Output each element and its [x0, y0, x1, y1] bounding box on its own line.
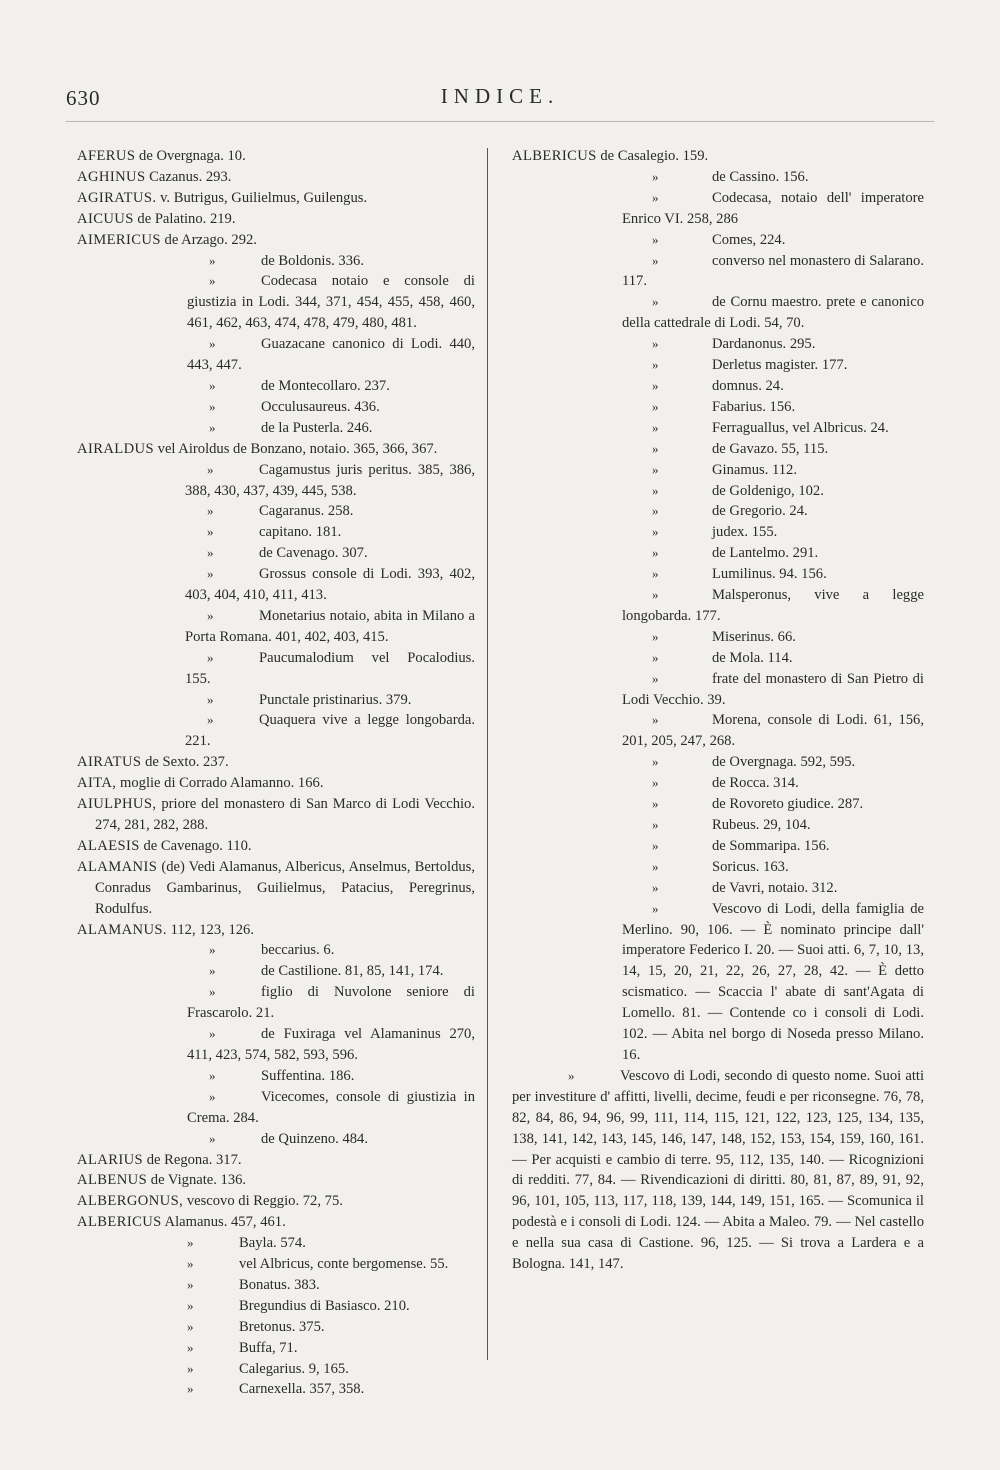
index-entry: [77, 710, 475, 752]
index-entry: [512, 543, 924, 564]
index-entry: [77, 1359, 475, 1380]
index-entry: [77, 251, 475, 272]
index-entry: [77, 752, 475, 773]
entry-text: de Casalegio. 159.: [600, 148, 709, 164]
ditto-mark: »: [207, 649, 214, 665]
ditto-mark: »: [652, 649, 659, 665]
entry-headword: AFERUS: [77, 148, 136, 164]
entry-headword: ALBERGONUS,: [77, 1193, 184, 1210]
ditto-mark: »: [652, 628, 659, 644]
index-entry: [512, 460, 924, 481]
running-head: INDICE.: [440, 84, 560, 108]
entry-text: Lumilinus. 94. 156.: [712, 566, 827, 583]
entry-text: capitano. 181.: [259, 524, 342, 541]
entry-text: de Quinzeno. 484.: [261, 1130, 368, 1147]
ditto-mark: »: [652, 754, 659, 770]
entry-text: de Overgnaga. 10.: [139, 148, 246, 164]
entry-text: vescovo di Reggio. 72, 75.: [186, 1193, 343, 1210]
ditto-mark: »: [209, 336, 216, 352]
ditto-mark: »: [207, 545, 214, 561]
index-entry: [77, 648, 475, 690]
entry-text: de Mola. 114.: [712, 649, 793, 666]
entry-headword: AIRATUS: [77, 754, 142, 771]
ditto-mark: »: [207, 566, 214, 582]
ditto-mark: »: [652, 670, 659, 686]
entry-text: moglie di Corrado Alamanno. 166.: [120, 775, 324, 792]
entry-text: Guazacane canonico di Lodi. 440, 443, 447.: [187, 336, 475, 374]
index-entry: [77, 167, 475, 188]
index-entry: [512, 251, 924, 293]
entry-text: Soricus. 163.: [712, 858, 789, 875]
ditto-mark: »: [652, 231, 659, 247]
ditto-mark: »: [652, 377, 659, 393]
index-entry: [512, 355, 924, 376]
entry-text: Rubeus. 29, 104.: [712, 817, 811, 833]
entry-text: 112, 123, 126.: [170, 921, 254, 938]
entry-text: de Palatino. 219.: [137, 210, 236, 227]
index-entry: [77, 920, 475, 941]
entry-text: de Castilione. 81, 85, 141, 174.: [261, 963, 444, 980]
entry-text: Derletus magister. 177.: [712, 357, 848, 374]
entry-text: domnus. 24.: [712, 377, 784, 394]
entry-text: de Overgnaga. 592, 595.: [712, 754, 856, 771]
entry-text: Codecasa notaio e console di giustizia in Lodi. 344, 371, 454, 455, 458, 460, 461, 462, 463, 474, 478, 479, 480, 481.: [187, 273, 475, 332]
index-entry: [77, 1150, 475, 1171]
index-entry: [512, 167, 924, 188]
entry-text: vel Albricus, conte bergomense. 55.: [239, 1256, 449, 1273]
index-entry: [77, 982, 475, 1024]
index-column-left: [77, 146, 475, 1400]
index-entry: [512, 146, 924, 167]
ditto-mark: »: [652, 189, 659, 205]
entry-headword: ALARIUS: [77, 1151, 144, 1168]
ditto-mark: »: [209, 942, 216, 958]
entry-text: Grossus console di Lodi. 393, 402, 403, 404, 410, 411, 413.: [185, 566, 475, 604]
ditto-mark: »: [652, 587, 659, 603]
ditto-mark: »: [207, 461, 214, 477]
entry-text: vel Airoldus de Bonzano, notaio. 365, 366, 367.: [157, 440, 438, 457]
index-entry: [512, 710, 924, 752]
entry-headword: ALBERICUS: [512, 148, 597, 164]
ditto-mark: »: [652, 482, 659, 498]
index-entry: [512, 878, 924, 899]
ditto-mark: »: [207, 712, 214, 728]
index-entry: [77, 209, 475, 230]
entry-text: Cagaranus. 258.: [259, 503, 354, 520]
index-entry: [512, 857, 924, 878]
index-entry: [512, 836, 924, 857]
ditto-mark: »: [209, 273, 216, 289]
ditto-mark: »: [207, 691, 214, 707]
entry-text: Bretonus. 375.: [239, 1318, 325, 1335]
ditto-mark: »: [652, 566, 659, 582]
index-entry: [77, 146, 475, 167]
entry-text: Ferraguallus, vel Albricus. 24.: [712, 419, 889, 436]
entry-text: de Rovoreto giudice. 287.: [712, 796, 864, 813]
index-entry: [77, 334, 475, 376]
entry-text: de Montecollaro. 237.: [261, 377, 390, 394]
entry-headword: ALBENUS: [77, 1172, 148, 1189]
ditto-mark: »: [652, 252, 659, 268]
index-entry: [77, 940, 475, 961]
index-entry: [512, 522, 924, 543]
ditto-mark: »: [209, 1088, 216, 1104]
ditto-mark: »: [652, 168, 659, 184]
index-entry: [77, 564, 475, 606]
index-entry: [512, 376, 924, 397]
entry-text: Vescovo di Lodi, secondo di questo nome. Suoi atti per investiture d' affitti, livelli, decime, feudi e per riconsegne. 76, 78, 82, 84, 86, 94, 96, 99, 111, 114, 115, 121, 122, 123, 125, 134, 135, 138, 141, 142, 143, 145, 146, 147, 148, 152, 153, 154, 159, 160, 161. — Per acquisti e cambio di terre. 95, 112, 135, 140. — Ricognizioni di redditi. 77, 84. — Rivendicazioni di diritti. 80, 81, 87, 89, 91, 92, 96, 101, 105, 113, 117, 118, 139, 144, 149, 151, 165. — Scomunica il podestà e i consoli di Lodi. 124. — Abita a Maleo. 79. — Nel castello e nella sua casa di Castione. 96, 125. — Si trova a Lardera e a Bologna. 141, 147.: [512, 1067, 924, 1273]
index-entry: [77, 1024, 475, 1066]
index-entry: [77, 857, 475, 920]
page-number: 630: [66, 86, 101, 110]
ditto-mark: »: [207, 524, 214, 540]
index-entry: [512, 627, 924, 648]
ditto-mark: »: [652, 524, 659, 540]
ditto-mark: »: [187, 1318, 194, 1334]
index-entry: [77, 418, 475, 439]
entry-text: Alamanus. 457, 461.: [164, 1214, 286, 1231]
entry-headword: AGIRATUS.: [77, 189, 157, 206]
entry-headword: AGHINUS: [77, 168, 146, 185]
ditto-mark: »: [652, 879, 659, 895]
entry-text: de Cavenago. 307.: [259, 545, 368, 562]
header-rule: [66, 121, 934, 122]
index-entry: [77, 522, 475, 543]
index-entry: [512, 439, 924, 460]
entry-text: beccarius. 6.: [261, 942, 335, 959]
ditto-mark: »: [187, 1381, 194, 1397]
entry-text: de Vavri, notaio. 312.: [712, 879, 838, 896]
ditto-mark: »: [209, 963, 216, 979]
entry-text: Occulusaureus. 436.: [261, 398, 380, 415]
entry-text: de la Pusterla. 246.: [261, 419, 373, 436]
index-entry: [512, 564, 924, 585]
index-entry: [77, 1233, 475, 1254]
entry-text: de Arzago. 292.: [164, 231, 257, 248]
entry-text: de Fuxiraga vel Alamaninus 270, 411, 423, 574, 582, 593, 596.: [187, 1026, 475, 1063]
ditto-mark: »: [187, 1276, 194, 1292]
index-entry: [512, 418, 924, 439]
entry-text: Fabarius. 156.: [712, 398, 796, 415]
index-entry: [512, 481, 924, 502]
entry-text: Vescovo di Lodi, della famiglia de Merlino. 90, 106. — È nominato principe dall' imperatore Federico I. 20. — Suoi atti. 6, 7, 10, 13, 14, 15, 20, 21, 22, 26, 27, 28, 42. — È detto scismatico. — Scaccia l' abate di sant'Agata di Lomello. 81. — Contende co i consoli di Lodi. 102. — Abita nel borgo di Noseda presso Milano. 16.: [622, 900, 924, 1063]
ditto-mark: »: [652, 817, 659, 832]
index-entry: [512, 397, 924, 418]
entry-text: Carnexella. 357, 358.: [239, 1381, 365, 1398]
ditto-mark: »: [209, 398, 216, 414]
entry-text: Bregundius di Basiasco. 210.: [239, 1297, 410, 1314]
column-divider: [487, 148, 488, 1360]
entry-text: Malsperonus, vive a legge longobarda. 177.: [622, 587, 924, 624]
ditto-mark: »: [207, 607, 214, 623]
index-entry: [512, 501, 924, 522]
entry-text: figlio di Nuvolone seniore di Frascarolo. 21.: [187, 984, 475, 1022]
index-entry: [77, 1129, 475, 1150]
index-entry: [77, 1212, 475, 1233]
ditto-mark: »: [187, 1339, 194, 1355]
index-entry: [512, 188, 924, 230]
entry-text: Codecasa, notaio dell' imperatore Enrico VI. 258, 286: [622, 189, 924, 227]
entry-text: de Vignate. 136.: [150, 1172, 247, 1189]
entry-text: Punctale pristinarius. 379.: [259, 691, 412, 708]
entry-text: priore del monastero di San Marco di Lodi Vecchio. 274, 281, 282, 288.: [95, 796, 475, 833]
ditto-mark: »: [187, 1360, 194, 1376]
entry-headword: ALAMANUS.: [77, 921, 167, 938]
ditto-mark: »: [209, 377, 216, 393]
entry-text: de Regona. 317.: [146, 1151, 242, 1168]
entry-text: Monetarius notaio, abita in Milano a Porta Romana. 401, 402, 403, 415.: [185, 607, 475, 645]
entry-text: de Rocca. 314.: [712, 775, 799, 792]
index-entry: [512, 794, 924, 815]
index-entry: [77, 1254, 475, 1275]
entry-headword: AIRALDUS: [77, 440, 154, 457]
index-column-right: [512, 146, 924, 1275]
index-entry: [512, 669, 924, 711]
ditto-mark: »: [187, 1235, 194, 1251]
entry-headword: AIMERICUS: [77, 231, 161, 248]
entry-text: Comes, 224.: [712, 231, 786, 248]
entry-text: Suffentina. 186.: [261, 1067, 355, 1084]
index-entry: [512, 815, 924, 836]
index-entry: [77, 1379, 475, 1400]
ditto-mark: »: [209, 984, 216, 1000]
ditto-mark: »: [652, 796, 659, 812]
entry-text: Dardanonus. 295.: [712, 336, 816, 353]
index-entry: [512, 292, 924, 334]
ditto-mark: »: [652, 419, 659, 435]
index-entry: [77, 690, 475, 711]
ditto-mark: »: [652, 900, 659, 916]
ditto-mark: »: [652, 545, 659, 561]
entry-text: Quaquera vive a legge longobarda. 221.: [185, 712, 475, 750]
index-entry: [77, 376, 475, 397]
ditto-mark: »: [652, 858, 659, 874]
index-entry: [512, 773, 924, 794]
index-entry: [77, 773, 475, 794]
ditto-mark: »: [568, 1067, 575, 1083]
ditto-mark: »: [652, 440, 659, 456]
entry-text: Cazanus. 293.: [149, 168, 232, 185]
entry-text: Miserinus. 66.: [712, 628, 796, 645]
ditto-mark: »: [652, 336, 659, 352]
entry-text: de Lantelmo. 291.: [712, 545, 819, 562]
entry-text: judex. 155.: [712, 524, 778, 541]
index-entry: [77, 1066, 475, 1087]
index-entry: [77, 271, 475, 334]
entry-headword: AITA,: [77, 775, 117, 792]
entry-text: de Sommaripa. 156.: [712, 837, 830, 854]
entry-text: Calegarius. 9, 165.: [239, 1360, 349, 1377]
entry-text: de Cassino. 156.: [712, 168, 809, 185]
ditto-mark: »: [652, 837, 659, 853]
ditto-mark: »: [209, 419, 216, 435]
entry-text: Cagamustus juris peritus. 385, 386, 388, 430, 437, 439, 445, 538.: [185, 461, 475, 499]
index-entry: [77, 1338, 475, 1359]
index-entry: [77, 1191, 475, 1212]
entry-text: Vicecomes, console di giustizia in Crema. 284.: [187, 1088, 475, 1126]
index-entry: [77, 460, 475, 502]
index-entry: [512, 334, 924, 355]
index-entry: [512, 752, 924, 773]
entry-text: frate del monastero di San Pietro di Lodi Vecchio. 39.: [622, 670, 924, 708]
index-entry: [512, 1066, 924, 1275]
entry-text: Ginamus. 112.: [712, 461, 797, 478]
ditto-mark: »: [187, 1256, 194, 1272]
entry-headword: ALAESIS: [77, 837, 140, 854]
index-entry: [512, 648, 924, 669]
entry-text: converso nel monastero di Salarano. 117.: [622, 252, 924, 290]
ditto-mark: »: [652, 775, 659, 791]
index-entry: [77, 1170, 475, 1191]
index-entry: [512, 230, 924, 251]
index-entry: [77, 1275, 475, 1296]
index-entry: [77, 794, 475, 836]
index-entry: [512, 899, 924, 1066]
ditto-mark: »: [652, 503, 659, 519]
ditto-mark: »: [209, 1026, 216, 1042]
entry-text: de Cornu maestro. prete e canonico della cattedrale di Lodi. 54, 70.: [622, 294, 924, 332]
entry-text: de Boldonis. 336.: [261, 252, 364, 269]
ditto-mark: »: [209, 252, 216, 268]
index-entry: [77, 1087, 475, 1129]
entry-headword: ALBERICUS: [77, 1214, 162, 1231]
index-entry: [512, 585, 924, 627]
entry-text: Bayla. 574.: [239, 1235, 306, 1252]
entry-text: de Gavazo. 55, 115.: [712, 440, 829, 457]
ditto-mark: »: [652, 398, 659, 414]
entry-headword: AICUUS: [77, 210, 134, 227]
ditto-mark: »: [652, 461, 659, 477]
index-entry: [77, 543, 475, 564]
entry-headword: ALAMANIS: [77, 858, 158, 875]
index-entry: [77, 606, 475, 648]
entry-text: Paucumalodium vel Pocalodius. 155.: [185, 649, 475, 687]
ditto-mark: »: [209, 1067, 216, 1083]
entry-text: (de) Vedi Alamanus, Albericus, Anselmus, Bertoldus, Conradus Gambarinus, Guilielmus, Patacius, Peregrinus, Rodulfus.: [95, 858, 475, 917]
entry-text: de Goldenigo, 102.: [712, 482, 824, 499]
entry-text: Morena, console di Lodi. 61, 156, 201, 205, 247, 268.: [622, 712, 924, 750]
index-entry: [77, 961, 475, 982]
index-entry: [77, 230, 475, 251]
entry-text: de Sexto. 237.: [145, 754, 229, 771]
ditto-mark: »: [652, 712, 659, 728]
entry-text: Buffa, 71.: [239, 1339, 298, 1356]
entry-headword: AIULPHUS,: [77, 796, 157, 813]
ditto-mark: »: [652, 294, 659, 310]
index-entry: [77, 397, 475, 418]
index-entry: [77, 1296, 475, 1317]
ditto-mark: »: [207, 503, 214, 519]
index-entry: [77, 188, 475, 209]
ditto-mark: »: [209, 1130, 216, 1146]
entry-text: Bonatus. 383.: [239, 1276, 320, 1293]
entry-text: de Gregorio. 24.: [712, 503, 808, 520]
ditto-mark: »: [187, 1297, 194, 1313]
index-entry: [77, 1317, 475, 1338]
index-entry: [77, 439, 475, 460]
entry-text: v. Butrigus, Guilielmus, Guilengus.: [160, 189, 368, 206]
index-entry: [77, 501, 475, 522]
entry-text: de Cavenago. 110.: [143, 837, 252, 854]
index-entry: [77, 836, 475, 857]
ditto-mark: »: [652, 357, 659, 373]
